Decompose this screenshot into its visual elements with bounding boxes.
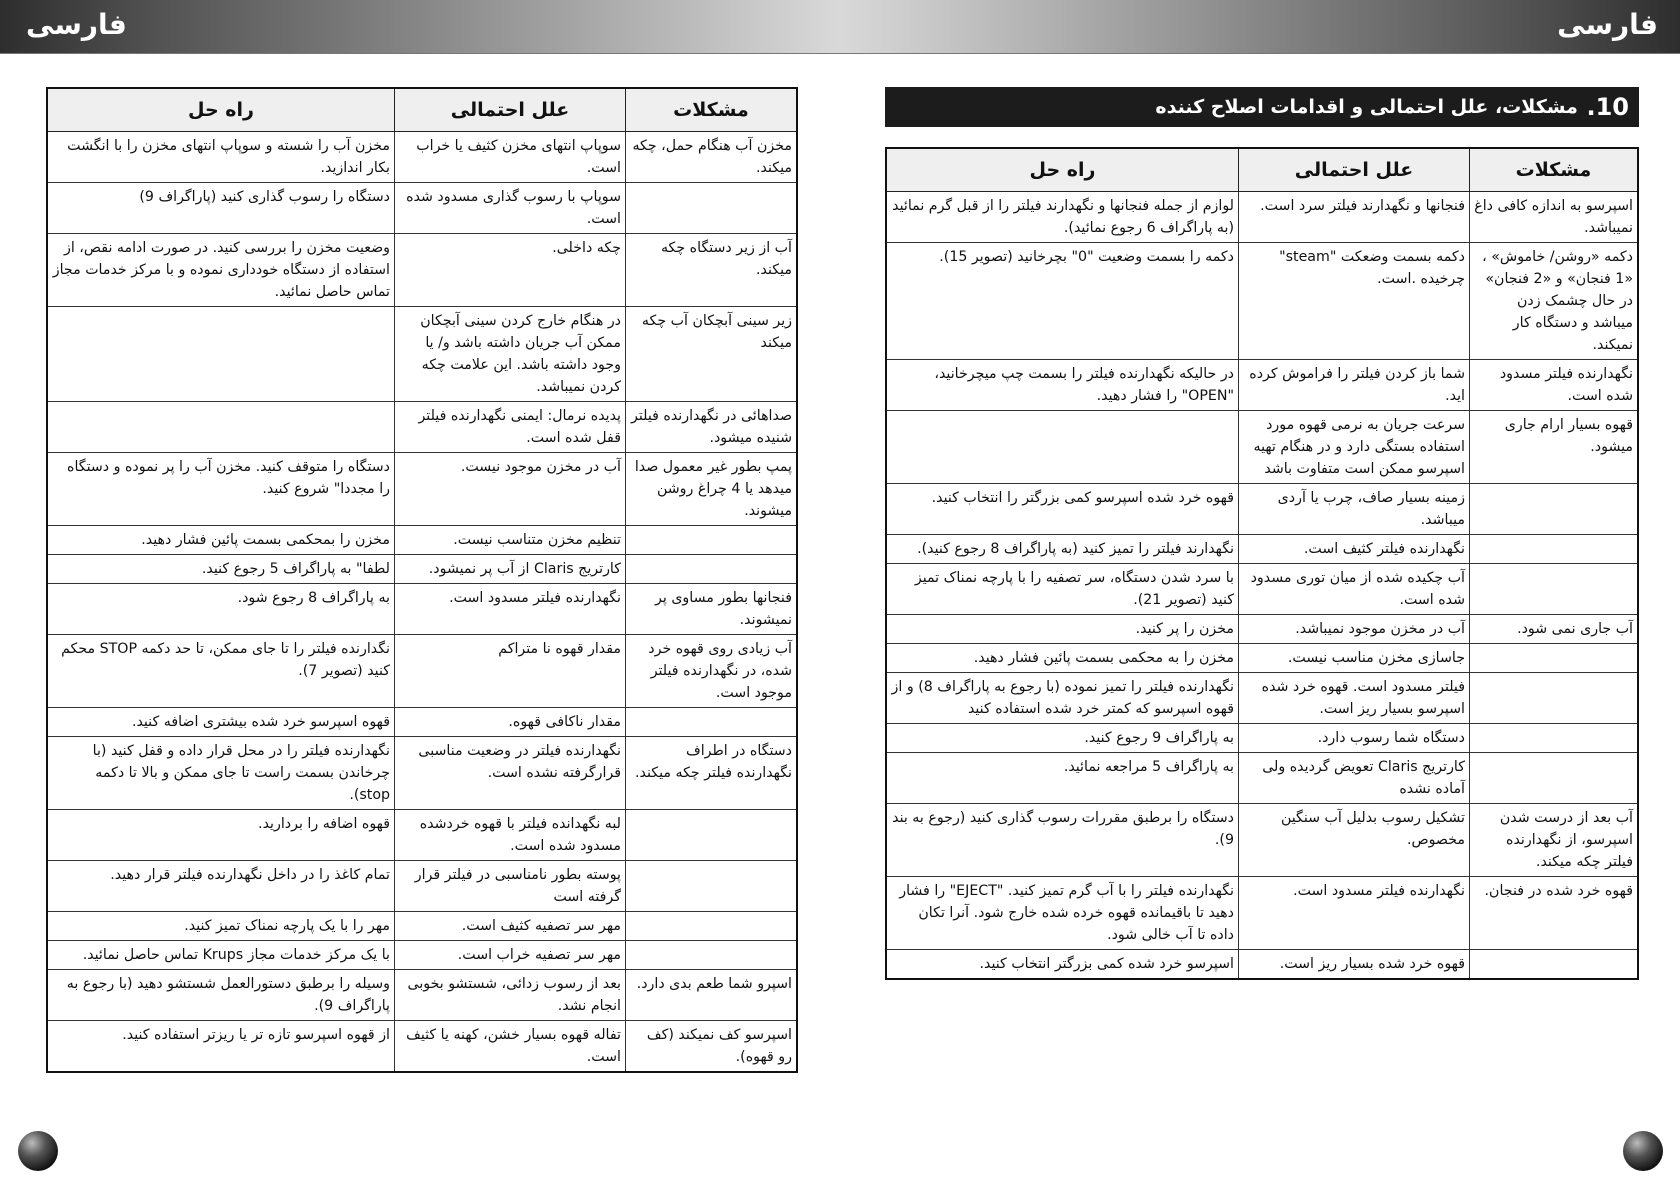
solution-cell: نگهدارنده فیلتر را تمیز نموده (با رجوع به پاراگراف 8) و از قهوه اسپرسو که کمتر خرد شده استفاده کنید: [886, 673, 1239, 724]
section-number: 10.: [1586, 93, 1629, 121]
problem-cell: صداهائی در نگهدارنده فیلتر شنیده میشود.: [626, 402, 798, 453]
table-row: [47, 970, 797, 1021]
right-troubleshooting-table: [885, 147, 1639, 980]
cause-cell: تنظیم مخزن متناسب نیست.: [395, 526, 626, 555]
language-label-left: فارسی: [26, 8, 127, 41]
solution-cell: مهر را با یک پارچه نمناک تمیز کنید.: [47, 912, 395, 941]
table-row: [886, 753, 1638, 804]
cause-cell: زمینه بسیار صاف، چرب یا آردی میباشد.: [1239, 484, 1470, 535]
problem-cell: آب از زیر دستگاه چکه میکند.: [626, 234, 798, 307]
cause-cell: سوپاپ با رسوب گذاری مسدود شده است.: [395, 183, 626, 234]
problem-cell: [1470, 484, 1639, 535]
solution-cell: وضعیت مخزن را بررسی کنید. در صورت ادامه نقص، از استفاده از دستگاه خودداری نموده و با مرکز خدمات مجاز تماس حاصل نمائید.: [47, 234, 395, 307]
solution-cell: اسپرسو خرد شده کمی بزرگتر انتخاب کنید.: [886, 950, 1239, 980]
problem-cell: [626, 912, 798, 941]
problem-cell: اسپرو شما طعم بدی دارد.: [626, 970, 798, 1021]
problem-cell: [626, 526, 798, 555]
solution-cell: [47, 307, 395, 402]
solution-cell: دکمه را بسمت وضعیت "0" بچرخانید (تصویر 15).: [886, 243, 1239, 360]
cause-cell: تفاله قهوه بسیار خشن، کهنه یا کثیف است.: [395, 1021, 626, 1073]
table-row: [886, 877, 1638, 950]
problem-cell: [1470, 535, 1639, 564]
right-table-body: [886, 192, 1638, 980]
cause-cell: قهوه خرد شده بسیار ریز است.: [1239, 950, 1470, 980]
table-row: [47, 912, 797, 941]
cause-cell: مهر سر تصفیه کثیف است.: [395, 912, 626, 941]
solution-cell: نگهدارنده فیلتر را در محل قرار داده و قفل کنید (با چرخاندن بسمت راست تا جای ممکن و بالا تا دکمه stop).: [47, 737, 395, 810]
problem-cell: [1470, 753, 1639, 804]
solution-cell: لطفا" به پاراگراف 5 رجوع کنید.: [47, 555, 395, 584]
problem-cell: اسپرسو کف نمیکند (کف رو قهوه).: [626, 1021, 798, 1073]
cause-cell: در هنگام خارج کردن سینی آبچکان ممکن آب جریان داشته باشد و/ یا وجود داشته باشد. این علامت چکه کردن نمیباشد.: [395, 307, 626, 402]
cause-cell: پوسته بطور نامناسبی در فیلتر قرار گرفته است: [395, 861, 626, 912]
left-troubleshooting-table: [46, 87, 798, 1073]
problem-cell: [1470, 724, 1639, 753]
problem-cell: [1470, 644, 1639, 673]
problem-cell: آب جاری نمی شود.: [1470, 615, 1639, 644]
cause-cell: کارتریج Claris از آب پر نمیشود.: [395, 555, 626, 584]
cause-cell: نگهدارنده فیلتر مسدود است.: [395, 584, 626, 635]
column-header-problems: مشکلات: [1470, 148, 1639, 192]
solution-cell: قهوه اسپرسو خرد شده بیشتری اضافه کنید.: [47, 708, 395, 737]
table-row: [47, 635, 797, 708]
problem-cell: [626, 708, 798, 737]
problem-cell: آب زیادی روی قهوه خرد شده، در نگهدارنده فیلتر موجود است.: [626, 635, 798, 708]
cause-cell: تشکیل رسوب بدلیل آب سنگین مخصوص.: [1239, 804, 1470, 877]
problem-cell: [626, 941, 798, 970]
problem-cell: دستگاه در اطراف نگهدارنده فیلتر چکه میکند.: [626, 737, 798, 810]
cause-cell: آب در مخزن موجود نمیباشد.: [1239, 615, 1470, 644]
left-table-body: [47, 132, 797, 1073]
table-row: [886, 243, 1638, 360]
problem-cell: [1470, 564, 1639, 615]
cause-cell: دستگاه شما رسوب دارد.: [1239, 724, 1470, 753]
solution-cell: نگهدارنده فیلتر را با آب گرم تمیز کنید. "EJECT" را فشار دهید تا باقیمانده قهوه خرده شده خارج شود. آنرا تکان داده تا آب خالی شود.: [886, 877, 1239, 950]
table-row: [886, 615, 1638, 644]
problem-cell: مخزن آب هنگام حمل، چکه میکند.: [626, 132, 798, 183]
table-row: [47, 555, 797, 584]
cause-cell: جاسازی مخزن مناسب نیست.: [1239, 644, 1470, 673]
table-row: [47, 584, 797, 635]
table-row: [886, 673, 1638, 724]
solution-cell: در حالیکه نگهدارنده فیلتر را بسمت چپ میچرخانید، "OPEN" را فشار دهید.: [886, 360, 1239, 411]
solution-cell: لوازم از جمله فنجانها و نگهدارند فیلتر را از قبل گرم نمائید (به پاراگراف 6 رجوع نمائید).: [886, 192, 1239, 243]
left-page: [46, 87, 798, 1073]
column-header-causes: علل احتمالی: [1239, 148, 1470, 192]
table-row: [47, 708, 797, 737]
table-row: [886, 192, 1638, 243]
cause-cell: فنجانها و نگهدارند فیلتر سرد است.: [1239, 192, 1470, 243]
problem-cell: [626, 555, 798, 584]
table-row: [886, 360, 1638, 411]
page-corner-decoration-right: [1623, 1131, 1663, 1171]
cause-cell: بعد از رسوب زدائی، شستشو بخوبی انجام نشد.: [395, 970, 626, 1021]
table-row: [886, 484, 1638, 535]
solution-cell: از قهوه اسپرسو تازه تر یا ریزتر استفاده کنید.: [47, 1021, 395, 1073]
section-title-bar: [885, 87, 1639, 127]
cause-cell: آب چکیده شده از میان توری مسدود شده است.: [1239, 564, 1470, 615]
cause-cell: نگهدارنده فیلتر مسدود است.: [1239, 877, 1470, 950]
solution-cell: مخزن آب را شسته و سوپاپ انتهای مخزن را با انگشت بکار اندازید.: [47, 132, 395, 183]
table-row: [47, 941, 797, 970]
problem-cell: [1470, 673, 1639, 724]
cause-cell: مقدار ناکافی قهوه.: [395, 708, 626, 737]
table-row: [47, 307, 797, 402]
solution-cell: به پاراگراف 5 مراجعه نمائید.: [886, 753, 1239, 804]
cause-cell: مهر سر تصفیه خراب است.: [395, 941, 626, 970]
solution-cell: تمام کاغذ را در داخل نگهدارنده فیلتر قرار دهید.: [47, 861, 395, 912]
solution-cell: نگدارنده فیلتر را تا جای ممکن، تا حد دکمه STOP محکم کنید (تصویر 7).: [47, 635, 395, 708]
cause-cell: چکه داخلی.: [395, 234, 626, 307]
solution-cell: با یک مرکز خدمات مجاز Krups تماس حاصل نمائید.: [47, 941, 395, 970]
cause-cell: سرعت جریان به نرمی قهوه مورد استفاده بستگی دارد و در هنگام تهیه اسپرسو ممکن است متفاوت باشد: [1239, 411, 1470, 484]
problem-cell: فنجانها بطور مساوی پر نمیشوند.: [626, 584, 798, 635]
table-row: [886, 724, 1638, 753]
problem-cell: زیر سینی آبچکان آب چکه میکند: [626, 307, 798, 402]
problem-cell: [626, 810, 798, 861]
solution-cell: دستگاه را رسوب گذاری کنید (پاراگراف 9): [47, 183, 395, 234]
cause-cell: سوپاپ انتهای مخزن کثیف یا خراب است.: [395, 132, 626, 183]
table-row: [47, 526, 797, 555]
table-row: [886, 644, 1638, 673]
table-row: [47, 453, 797, 526]
problem-cell: [626, 861, 798, 912]
cause-cell: پدیده نرمال: ایمنی نگهدارنده فیلتر قفل شده است.: [395, 402, 626, 453]
table-row: [886, 564, 1638, 615]
table-row: [47, 810, 797, 861]
cause-cell: شما باز کردن فیلتر را فراموش کرده اید.: [1239, 360, 1470, 411]
problem-cell: قهوه خرد شده در فنجان.: [1470, 877, 1639, 950]
solution-cell: وسیله را برطبق دستورالعمل شستشو دهید (با رجوع به پاراگراف 9).: [47, 970, 395, 1021]
problem-cell: دکمه «روشن/ خاموش» ، «1 فنجان» و «2 فنجان» در حال چشمک زدن میباشد و دستگاه کار نمیکند.: [1470, 243, 1639, 360]
table-row: [47, 183, 797, 234]
table-row: [886, 411, 1638, 484]
section-title-text: مشکلات، علل احتمالی و اقدامات اصلاح کننده: [1155, 96, 1578, 118]
cause-cell: مقدار قهوه نا متراکم: [395, 635, 626, 708]
cause-cell: فیلتر مسدود است. قهوه خرد شده اسپرسو بسیار ریز است.: [1239, 673, 1470, 724]
column-header-causes: علل احتمالی: [395, 88, 626, 132]
solution-cell: با سرد شدن دستگاه، سر تصفیه را با پارچه نمناک تمیز کنید (تصویر 21).: [886, 564, 1239, 615]
cause-cell: لبه نگهدانده فیلتر با قهوه خردشده مسدود شده است.: [395, 810, 626, 861]
table-row: [47, 1021, 797, 1073]
solution-cell: دستگاه را برطبق مقررات رسوب گذاری کنید (رجوع به بند 9).: [886, 804, 1239, 877]
table-row: [886, 950, 1638, 980]
problem-cell: نگهدارنده فیلتر مسدود شده است.: [1470, 360, 1639, 411]
problem-cell: اسپرسو به اندازه کافی داغ نمیباشد.: [1470, 192, 1639, 243]
solution-cell: مخزن را بمحکمی بسمت پائین فشار دهید.: [47, 526, 395, 555]
table-row: [886, 804, 1638, 877]
table-row: [47, 402, 797, 453]
problem-cell: [626, 183, 798, 234]
right-page: [885, 87, 1639, 980]
problem-cell: قهوه بسیار ارام جاری میشود.: [1470, 411, 1639, 484]
solution-cell: [47, 402, 395, 453]
cause-cell: نگهدارنده فیلتر در وضعیت مناسبی قرارگرفته نشده است.: [395, 737, 626, 810]
column-header-solutions: راه حل: [886, 148, 1239, 192]
problem-cell: پمپ بطور غیر معمول صدا میدهد یا 4 چراغ روشن میشوند.: [626, 453, 798, 526]
language-label-right: فارسی: [1557, 8, 1658, 41]
solution-cell: قهوه اضافه را بردارید.: [47, 810, 395, 861]
cause-cell: نگهدارنده فیلتر کثیف است.: [1239, 535, 1470, 564]
solution-cell: نگهدارند فیلتر را تمیز کنید (به پاراگراف 8 رجوع کنید).: [886, 535, 1239, 564]
table-row: [886, 535, 1638, 564]
table-row: [47, 234, 797, 307]
table-row: [47, 132, 797, 183]
solution-cell: قهوه خرد شده اسپرسو کمی بزرگتر را انتخاب کنید.: [886, 484, 1239, 535]
cause-cell: آب در مخزن موجود نیست.: [395, 453, 626, 526]
page-header-band: [0, 0, 1680, 54]
solution-cell: [886, 411, 1239, 484]
solution-cell: به پاراگراف 9 رجوع کنید.: [886, 724, 1239, 753]
page-corner-decoration-left: [18, 1131, 58, 1171]
problem-cell: [1470, 950, 1639, 980]
solution-cell: مخزن را پر کنید.: [886, 615, 1239, 644]
solution-cell: به پاراگراف 8 رجوع شود.: [47, 584, 395, 635]
cause-cell: دکمه بسمت وضعکت "steam" چرخیده .است.: [1239, 243, 1470, 360]
column-header-solutions: راه حل: [47, 88, 395, 132]
problem-cell: آب بعد از درست شدن اسپرسو، از نگهدارنده فیلتر چکه میکند.: [1470, 804, 1639, 877]
column-header-problems: مشکلات: [626, 88, 798, 132]
cause-cell: کارتریج Claris تعویض گردیده ولی آماده نشده: [1239, 753, 1470, 804]
solution-cell: دستگاه را متوقف کنید. مخزن آب را پر نموده و دستگاه را مجددا" شروع کنید.: [47, 453, 395, 526]
table-row: [47, 861, 797, 912]
solution-cell: مخزن را به محکمی بسمت پائین فشار دهید.: [886, 644, 1239, 673]
table-row: [47, 737, 797, 810]
